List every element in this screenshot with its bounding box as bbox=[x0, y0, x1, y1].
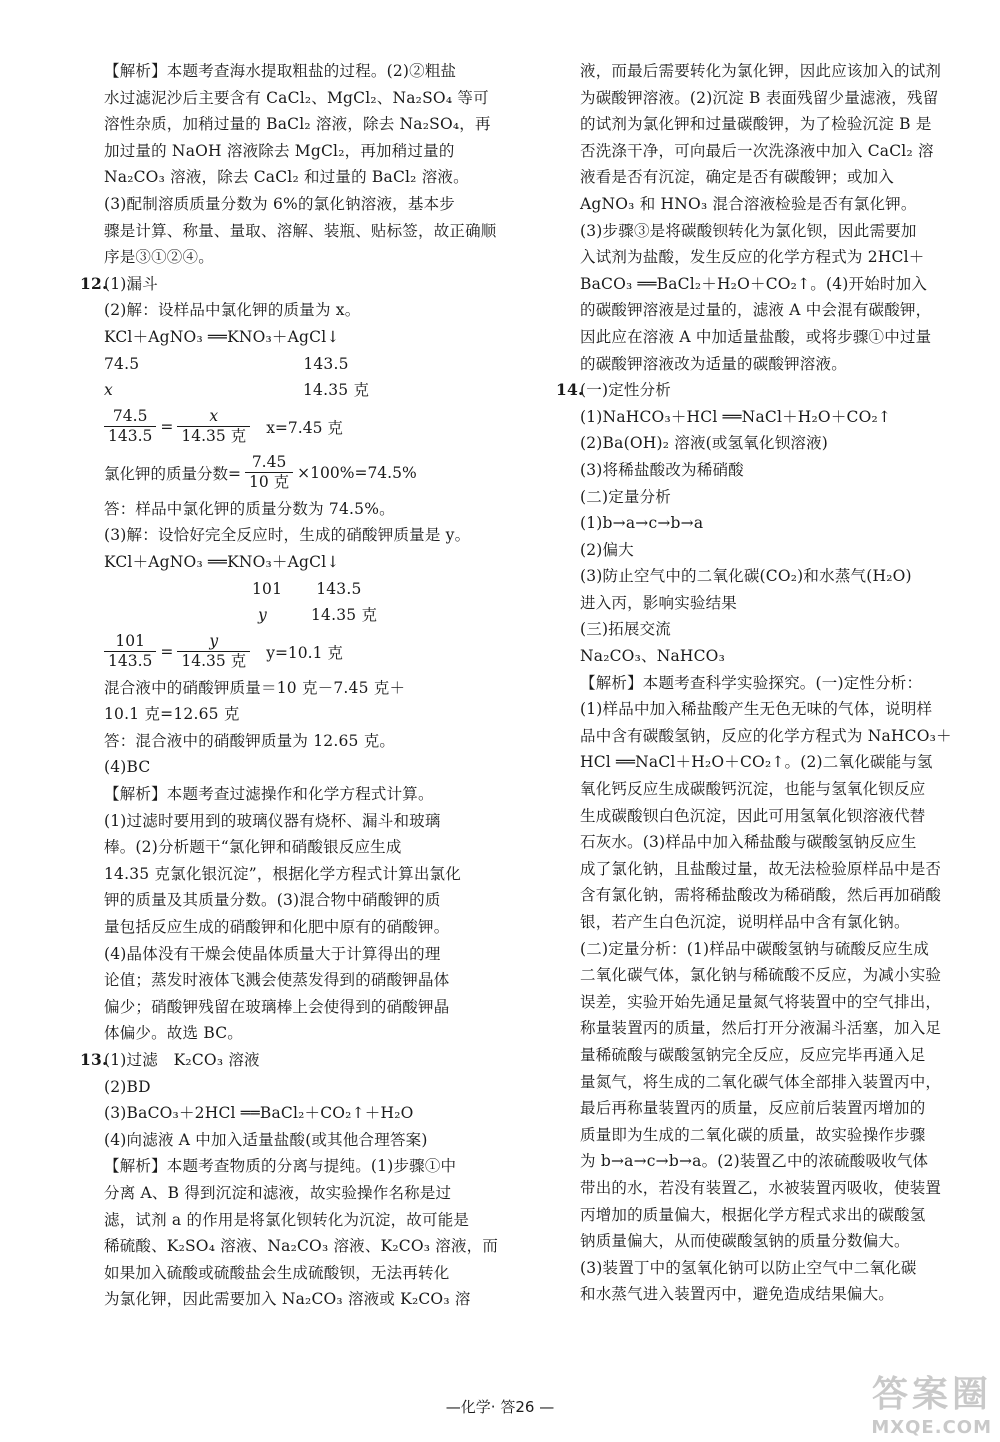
variable: 14.35 克 bbox=[302, 381, 370, 400]
text-line: (4)晶体没有干燥会使晶体质量大于计算得出的理 bbox=[104, 944, 441, 963]
watermark bbox=[871, 1366, 992, 1438]
text-line: 为 b→a→c→b→a。(2)装置乙中的浓硫酸吸收气体 bbox=[580, 1152, 929, 1171]
text-line: 因此应在溶液 A 中加适量盐酸，或将步骤①中过量 bbox=[580, 327, 932, 346]
text-line: 混合液中的硝酸钾质量＝10 克－7.45 克＋ bbox=[104, 678, 406, 697]
molar-mass: 101 bbox=[252, 579, 283, 598]
text-line: Na₂CO₃、NaHCO₃ bbox=[580, 647, 725, 666]
section-heading: (二)定量分析 bbox=[580, 487, 671, 506]
text-line: (3)装置丁中的氢氧化钠可以防止空气中二氧化碳 bbox=[580, 1258, 917, 1277]
text-line: 品中含有碳酸氢钠，反应的化学方程式为 NaHCO₃＋ bbox=[580, 726, 952, 745]
text-line: Na₂CO₃ 溶液，除去 CaCl₂ 和过量的 BaCl₂ 溶液。 bbox=[104, 168, 469, 187]
variable-row bbox=[104, 602, 524, 629]
left-column bbox=[80, 58, 524, 1313]
text-line: 的碳酸钾溶液改为适量的碳酸钾溶液。 bbox=[580, 354, 847, 373]
text-line: 【解析】本题考查科学实验探究。(一)定性分析： bbox=[580, 673, 923, 692]
numerator: x bbox=[177, 407, 250, 427]
text-line: 入试剂为盐酸，发生反应的化学方程式为 2HCl＋ bbox=[580, 248, 925, 267]
text-line: (3)步骤③是将碳酸钡转化为氯化钡，因此需要加 bbox=[580, 221, 917, 240]
text-line: 分离 A、B 得到沉淀和滤液，故实验操作名称是过 bbox=[104, 1183, 452, 1202]
result: ×100%=74.5% bbox=[297, 463, 417, 482]
text-line: (3)解：设恰好完全反应时，生成的硝酸钾质量是 y。 bbox=[104, 526, 471, 545]
text-line: 氧化钙反应生成碳酸钙沉淀，也能与氢氧化钡反应 bbox=[580, 780, 926, 799]
variable: y bbox=[258, 606, 267, 625]
text-line: 石灰水。(3)样品中加入稀盐酸与碳酸氢钠反应生 bbox=[580, 833, 917, 852]
text-line: 序是③①②④。 bbox=[104, 248, 214, 267]
denominator: 14.35 克 bbox=[181, 427, 247, 446]
text-line: 和水蒸气进入装置丙中，避免造成结果偏大。 bbox=[580, 1285, 895, 1304]
text-line: 10.1 克=12.65 克 bbox=[104, 705, 240, 724]
proportion-row bbox=[104, 404, 524, 450]
equals-sign: = bbox=[160, 417, 174, 436]
text-line: 的试剂为氯化钾和过量碳酸钾，为了检验沉淀 B 是 bbox=[580, 115, 932, 134]
text-line: 液，而最后需要转化为氯化钾，因此应该加入的试剂 bbox=[580, 62, 942, 80]
result: x=7.45 克 bbox=[266, 418, 343, 437]
question-number: 13. bbox=[80, 1050, 108, 1069]
right-column bbox=[556, 58, 976, 1308]
denominator: 143.5 bbox=[108, 652, 153, 671]
question-13-answer-1 bbox=[80, 1047, 524, 1074]
text-line: (2)Ba(OH)₂ 溶液(或氢氧化钡溶液) bbox=[580, 434, 829, 453]
text-line: (3)配制溶质质量分数为 6%的氯化钠溶液，基本步 bbox=[104, 194, 455, 213]
text-line: 量包括反应生成的硝酸钾和化肥中原有的硝酸钾。 bbox=[104, 918, 450, 937]
text-line: 丙增加的质量偏大，根据化学方程式求出的碳酸氢 bbox=[580, 1205, 926, 1224]
numerator: 101 bbox=[104, 632, 156, 652]
molar-mass: 143.5 bbox=[316, 579, 362, 598]
variable: 14.35 克 bbox=[310, 606, 378, 625]
watermark-text: 答案圈 bbox=[871, 1374, 992, 1415]
text-line: (1)b→a→c→b→a bbox=[580, 514, 704, 533]
text-line: (1)过滤时要用到的玻璃仪器有烧杯、漏斗和玻璃 bbox=[104, 811, 441, 830]
denominator: 143.5 bbox=[108, 427, 153, 446]
text-line: 论值；蒸发时液体飞溅会使蒸发得到的硝酸钾晶体 bbox=[104, 971, 450, 990]
equation: KCl＋AgNO₃ ══KNO₃＋AgCl↓ bbox=[104, 552, 340, 571]
numerator: 74.5 bbox=[104, 407, 156, 427]
fraction bbox=[104, 407, 156, 446]
molar-mass: 143.5 bbox=[303, 354, 349, 373]
text-line: (1)样品中加入稀盐酸产生无色无味的气体，说明样 bbox=[580, 700, 933, 719]
text-line: 质量即为生成的二氧化碳的质量，故实验操作步骤 bbox=[580, 1125, 926, 1144]
text-line: (3)将稀盐酸改为稀硝酸 bbox=[580, 460, 744, 479]
text-line: 成了氯化钠，且盐酸过量，故无法检验原样品中是否 bbox=[580, 859, 942, 878]
text-line: 钠质量偏大，从而使碳酸氢钠的质量分数偏大。 bbox=[580, 1232, 910, 1251]
molar-mass: 74.5 bbox=[104, 354, 140, 373]
text-line: 液看是否有沉淀，确定是否有碳酸钾；或加入 bbox=[580, 168, 895, 187]
variable-row bbox=[104, 377, 524, 404]
fraction bbox=[104, 632, 156, 671]
text-line: BaCO₃ ══BaCl₂＋H₂O＋CO₂↑。(4)开始时加入 bbox=[580, 274, 928, 293]
fraction bbox=[177, 407, 250, 446]
text-line: 棒。(2)分析题干“氯化钾和硝酸银反应生成 bbox=[104, 838, 402, 857]
text-line: 二氧化碳气体，氯化钠与稀硫酸不反应，为减小实验 bbox=[580, 966, 942, 985]
text-line: (1)NaHCO₃＋HCl ══NaCl＋H₂O＋CO₂↑ bbox=[580, 407, 892, 426]
text-line: HCl ══NaCl＋H₂O＋CO₂↑。(2)二氧化碳能与氢 bbox=[580, 753, 933, 772]
text-line: 水过滤泥沙后主要含有 CaCl₂、MgCl₂、Na₂SO₄ 等可 bbox=[104, 88, 489, 107]
equation: KCl＋AgNO₃ ══KNO₃＋AgCl↓ bbox=[104, 327, 340, 346]
text-line: 进入丙，影响实验结果 bbox=[580, 593, 738, 612]
denominator: 14.35 克 bbox=[181, 652, 247, 671]
equals-sign: = bbox=[160, 642, 174, 661]
fraction bbox=[177, 632, 250, 671]
question-number: 12. bbox=[80, 273, 108, 293]
numerator: 7.45 bbox=[245, 453, 293, 473]
text-line: 钾的质量及其质量分数。(3)混合物中硝酸钾的质 bbox=[104, 891, 441, 910]
text-line: 带出的水，若没有装置乙，水被装置丙吸收，使装置 bbox=[580, 1178, 942, 1197]
question-number: 14. bbox=[556, 380, 584, 400]
text-line: (二)定量分析：(1)样品中碳酸氢钠与硫酸反应生成 bbox=[580, 939, 930, 958]
text-line: (2)偏大 bbox=[580, 540, 634, 559]
section-heading: (三)拓展交流 bbox=[580, 620, 671, 639]
section-heading: (一)定性分析 bbox=[580, 381, 671, 400]
molar-mass-row bbox=[104, 576, 524, 603]
text-line: (2)BD bbox=[104, 1077, 151, 1096]
text-line: 如果加入硫酸或硫酸盐会生成硫酸钡，无法再转化 bbox=[104, 1263, 450, 1282]
text-line: 偏少；硝酸钾残留在玻璃棒上会使得到的硝酸钾晶 bbox=[104, 997, 450, 1016]
text-line: 生成碳酸钡白色沉淀，因此可用氢氧化钡溶液代替 bbox=[580, 806, 926, 825]
text-line: 14.35 克氯化银沉淀”，根据化学方程式计算出氯化 bbox=[104, 864, 461, 883]
page-footer: —化学· 答26 — bbox=[445, 1398, 555, 1416]
result: y=10.1 克 bbox=[266, 643, 343, 662]
text-line: 答：混合液中的硝酸钾质量为 12.65 克。 bbox=[104, 731, 396, 750]
text-line: 银，若产生白色沉淀，说明样品中含有氯化钠。 bbox=[580, 913, 910, 931]
text-line: 答：样品中氯化钾的质量分数为 74.5%。 bbox=[104, 499, 395, 518]
text-line: 最后再称量装置丙的质量，反应前后装置丙增加的 bbox=[580, 1099, 926, 1118]
answer-text: (1)漏斗 bbox=[104, 274, 158, 293]
text-line: 体偏少。故选 BC。 bbox=[104, 1024, 243, 1043]
answer-text: (1)过滤 K₂CO₃ 溶液 bbox=[104, 1051, 260, 1069]
text-line: 骤是计算、称量、量取、溶解、装瓶、贴标签，故正确顺 bbox=[104, 221, 497, 240]
text-line: 加过量的 NaOH 溶液除去 MgCl₂，再加稍过量的 bbox=[104, 141, 455, 160]
text-line: 否洗涤干净，可向最后一次洗涤液中加入 CaCl₂ 溶 bbox=[580, 141, 934, 160]
text-line: 量氮气，将生成的二氧化碳气体全部排入装置丙中， bbox=[580, 1072, 942, 1091]
watermark-url: MXQE.COM bbox=[871, 1417, 992, 1438]
text-line: (4)向滤液 A 中加入适量盐酸(或其他合理答案) bbox=[104, 1130, 428, 1149]
percentage-row bbox=[104, 450, 524, 496]
text-line: 为碳酸钾溶液。(2)沉淀 B 表面残留少量滤液，残留 bbox=[580, 88, 939, 107]
text-line: 溶性杂质，加稍过量的 BaCl₂ 溶液，除去 Na₂SO₄，再 bbox=[104, 115, 491, 134]
text-line: (4)BC bbox=[104, 758, 151, 777]
text-line: 滤，试剂 a 的作用是将氯化钡转化为沉淀，故可能是 bbox=[104, 1210, 470, 1229]
question-14-section-1 bbox=[556, 377, 976, 404]
molar-mass-row bbox=[104, 351, 524, 378]
text-line: 稀硫酸、K₂SO₄ 溶液、Na₂CO₃ 溶液、K₂CO₃ 溶液，而 bbox=[104, 1237, 499, 1256]
text-line: 的碳酸钾溶液是过量的，滤液 A 中会混有碳酸钾， bbox=[580, 301, 932, 320]
text-line: (3)防止空气中的二氧化碳(CO₂)和水蒸气(H₂O) bbox=[580, 567, 912, 586]
question-12-answer-1 bbox=[80, 271, 524, 298]
text-line: 含有氯化钠，需将稀盐酸改为稀硝酸，然后再加硝酸 bbox=[580, 886, 942, 905]
text-line: (3)BaCO₃＋2HCl ══BaCl₂＋CO₂↑＋H₂O bbox=[104, 1104, 414, 1123]
numerator: y bbox=[177, 632, 250, 652]
proportion-row bbox=[104, 629, 524, 675]
text-line: (2)解：设样品中氯化钾的质量为 x。 bbox=[104, 301, 361, 320]
text-line: AgNO₃ 和 HNO₃ 混合溶液检验是否有氯化钾。 bbox=[580, 194, 917, 213]
text-line: 误差，实验开始先通足量氮气将装置中的空气排出， bbox=[580, 992, 942, 1011]
text-line: 为氯化钾，因此需要加入 Na₂CO₃ 溶液或 K₂CO₃ 溶 bbox=[104, 1290, 471, 1309]
text-line: 【解析】本题考查过滤操作和化学方程式计算。 bbox=[104, 785, 434, 804]
text-line: 【解析】本题考查物质的分离与提纯。(1)步骤①中 bbox=[104, 1157, 457, 1176]
text-line: 【解析】本题考查海水提取粗盐的过程。(2)②粗盐 bbox=[104, 62, 457, 80]
denominator: 10 克 bbox=[249, 473, 290, 492]
text-line: 量稀硫酸与碳酸氢钠完全反应，反应完毕再通入足 bbox=[580, 1045, 926, 1064]
variable: x bbox=[104, 381, 113, 400]
text-line: 称量装置丙的质量，然后打开分液漏斗活塞，加入足 bbox=[580, 1019, 942, 1038]
fraction bbox=[245, 453, 293, 492]
label: 氯化钾的质量分数= bbox=[104, 464, 241, 483]
